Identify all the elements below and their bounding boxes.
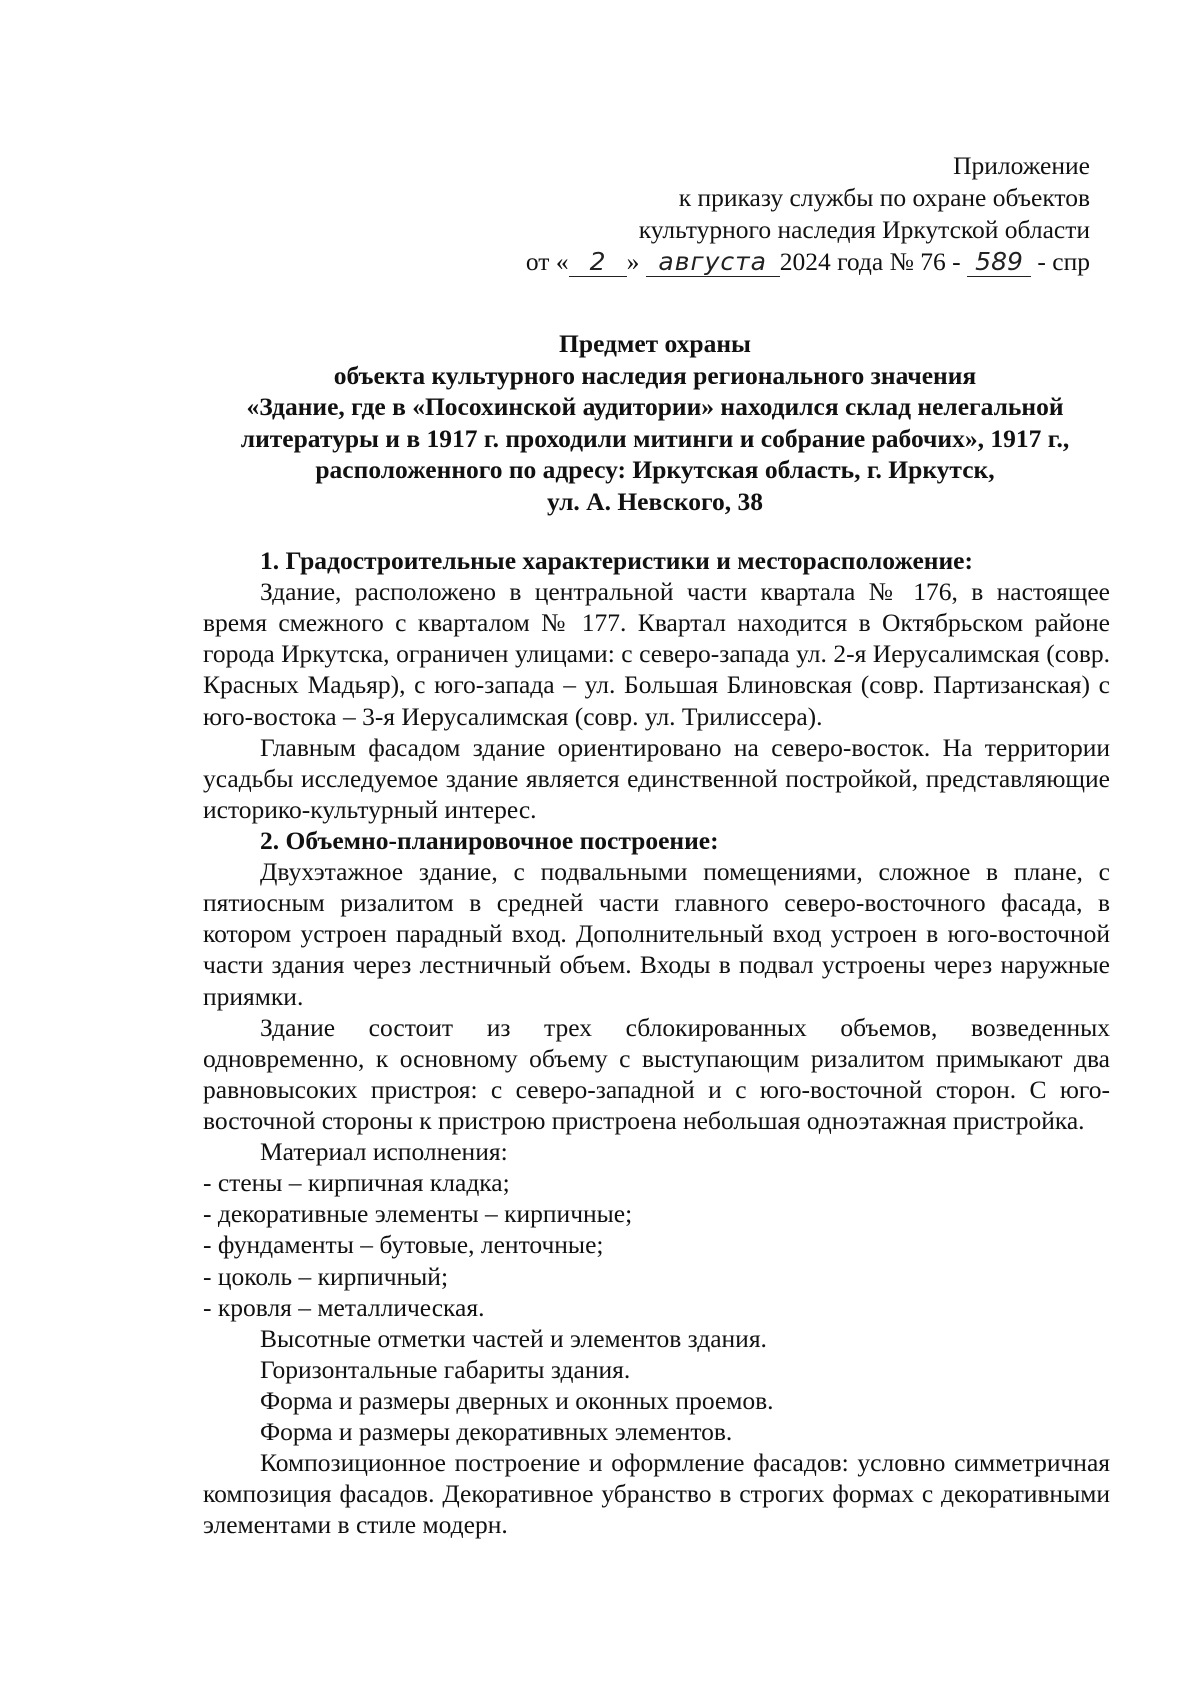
handwritten-day: 2	[569, 249, 627, 276]
section-1-heading: 1. Градостроительные характеристики и месторасположение:	[260, 546, 973, 575]
title-line: «Здание, где в «Посохинской аудитории» находился склад нелегальной	[246, 392, 1064, 422]
appendix-header	[370, 150, 1090, 279]
protected-item: Форма и размеры декоративных элементов.	[260, 1417, 733, 1447]
title-line: Предмет охраны	[559, 329, 751, 358]
date-separator: »	[626, 247, 640, 277]
protected-item: Форма и размеры дверных и оконных проемов.	[260, 1385, 774, 1415]
materials-list-item: - цоколь – кирпичный;	[203, 1261, 449, 1291]
materials-heading: Материал исполнения:	[260, 1137, 508, 1167]
order-suffix: - спр	[1037, 247, 1090, 277]
handwritten-order-number: 589	[967, 249, 1031, 276]
date-prefix: от «	[525, 247, 569, 277]
title-line: ул. А. Невского, 38	[547, 487, 763, 517]
title-line: объекта культурного наследия регионального значения	[333, 360, 977, 390]
materials-list-item: - кровля – металлическая.	[203, 1292, 485, 1322]
issuing-authority: культурного наследия Иркутской области	[638, 215, 1090, 245]
appendix-label: Приложение	[953, 151, 1090, 180]
protected-item: Высотные отметки частей и элементов здания.	[260, 1323, 767, 1353]
composition-paragraph: Композиционное построение и оформление фасадов: условно симметричная композиция фасадов. Декоративное убранство в строгих формах с декоративными элементами в стиле модерн.	[203, 1448, 1110, 1540]
order-year: 2024 года № 76 -	[779, 247, 968, 277]
handwritten-month: августа	[646, 249, 780, 276]
materials-list-item: - фундаменты – бутовые, ленточные;	[203, 1230, 604, 1260]
section-2-paragraph: Здание состоит из трех сблокированных объемов, возведенных одновременно, к основному объему с выступающим ризалитом примыкают два равновысоких пристроя: с северо-западной и с юго-восточной сторон. С юго-восточной стороны к пристрою пристроена небольшая одноэтажная пристройка.	[203, 1012, 1110, 1135]
materials-list-item: - стены – кирпичная кладка;	[203, 1168, 510, 1198]
document-title	[200, 328, 1110, 518]
order-date-line	[370, 246, 1090, 278]
title-line: расположенного по адресу: Иркутская область, г. Иркутск,	[315, 455, 995, 485]
title-line: литературы и в 1917 г. проходили митинги и собрание рабочих», 1917 г.,	[240, 423, 1070, 453]
protected-item: Горизонтальные габариты здания.	[260, 1354, 631, 1384]
section-1-paragraph: Здание, расположено в центральной части квартала № 176, в настоящее время смежного с кварталом № 177. Квартал находится в Октябрьском районе города Иркутска, ограничен улицами: с северо-запада ул. 2-я Иерусалимская (совр. Красных Мадьяр), с юго-запада – ул. Большая Блиновская (совр. Партизанская) с юго-востока – 3-я Иерусалимская (совр. ул. Трилиссера).	[203, 577, 1110, 731]
order-reference: к приказу службы по охране объектов	[678, 183, 1090, 213]
section-2-paragraph: Двухэтажное здание, с подвальными помещениями, сложное в плане, с пятиосным ризалитом в средней части главного северо-восточного фасада, в котором устроен парадный вход. Дополнительный вход устроен в юго-восточной части здания через лестничный объем. Входы в подвал устроены через наружные приямки.	[203, 857, 1110, 1011]
materials-list-item: - декоративные элементы – кирпичные;	[203, 1199, 633, 1229]
document-body	[203, 545, 1110, 1541]
section-1-paragraph: Главным фасадом здание ориентировано на северо-восток. На территории усадьбы исследуемое здание является единственной постройкой, представляющие историко-культурный интерес.	[203, 732, 1110, 824]
section-2-heading: 2. Объемно-планировочное построение:	[260, 825, 719, 855]
